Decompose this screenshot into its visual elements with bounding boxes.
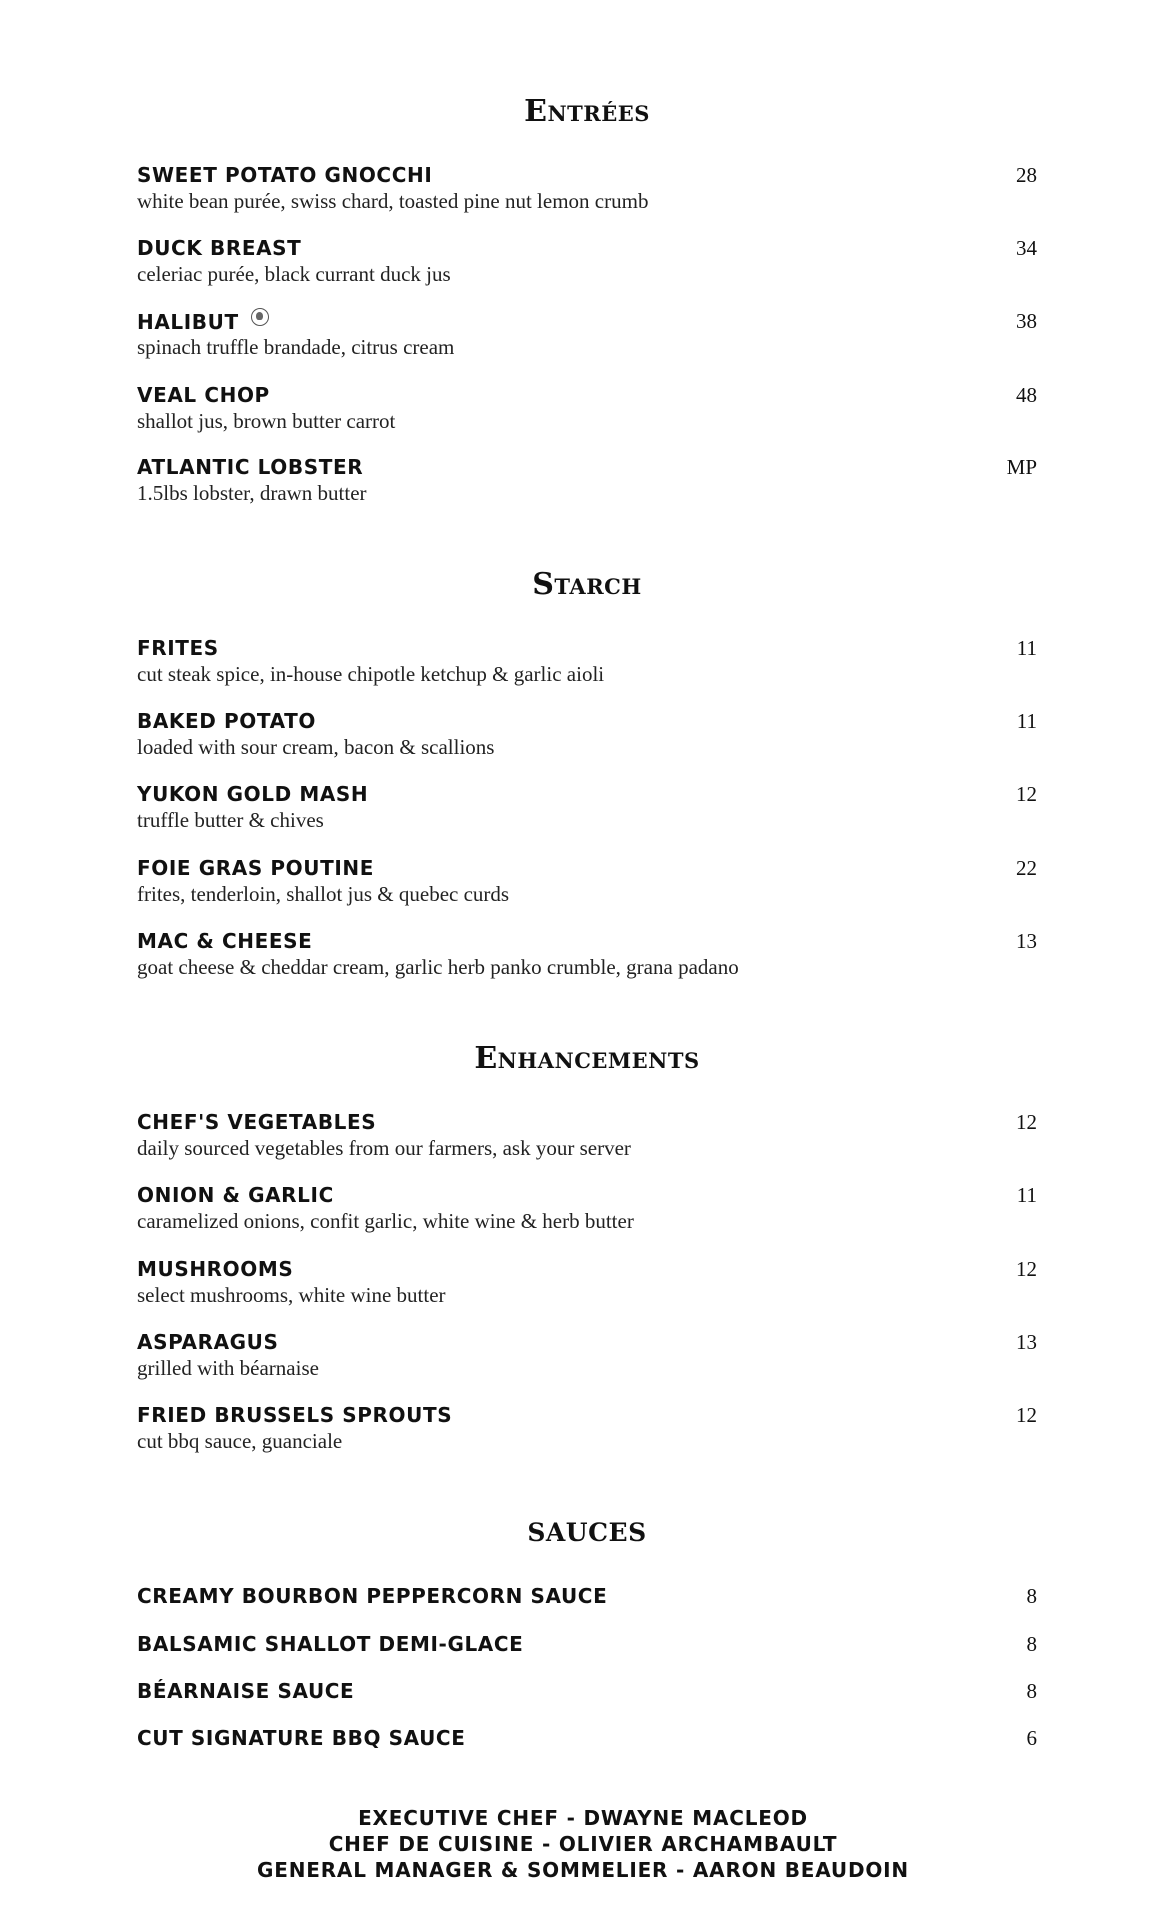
menu-item bbox=[137, 635, 1037, 687]
item-price: 22 bbox=[1016, 856, 1037, 880]
section-enhancements bbox=[137, 1039, 1037, 1079]
menu-item bbox=[137, 1402, 1037, 1454]
item-description: caramelized onions, confit garlic, white wine & herb butter bbox=[137, 1209, 634, 1233]
item-price: 8 bbox=[1026, 1679, 1037, 1703]
item-name: YUKON GOLD MASH bbox=[137, 782, 369, 806]
menu-item bbox=[137, 781, 1037, 833]
item-description: daily sourced vegetables from our farmers, ask your server bbox=[137, 1136, 631, 1160]
item-name: MUSHROOMS bbox=[137, 1257, 294, 1281]
menu-item bbox=[137, 1725, 1037, 1751]
item-price: 11 bbox=[1016, 1183, 1037, 1207]
general-manager-credit: GENERAL MANAGER & SOMMELIER - AARON BEAUDOIN bbox=[257, 1858, 909, 1882]
menu-item bbox=[137, 454, 1037, 506]
section-title: Starch bbox=[532, 567, 642, 602]
item-price: 38 bbox=[1016, 309, 1037, 333]
item-price: 12 bbox=[1016, 782, 1037, 806]
item-name: DUCK BREAST bbox=[137, 236, 302, 260]
item-price: 12 bbox=[1016, 1110, 1037, 1134]
item-description: white bean purée, swiss chard, toasted pine nut lemon crumb bbox=[137, 189, 649, 213]
item-price: 8 bbox=[1026, 1632, 1037, 1656]
item-price: 12 bbox=[1016, 1257, 1037, 1281]
item-name: MAC & CHEESE bbox=[137, 929, 313, 953]
item-name: FOIE GRAS POUTINE bbox=[137, 856, 374, 880]
menu-item bbox=[137, 308, 1037, 360]
item-description: select mushrooms, white wine butter bbox=[137, 1283, 446, 1307]
item-description: cut bbq sauce, guanciale bbox=[137, 1429, 343, 1453]
item-description: goat cheese & cheddar cream, garlic herb panko crumble, grana padano bbox=[137, 955, 739, 979]
chef-de-cuisine-credit: CHEF DE CUISINE - OLIVIER ARCHAMBAULT bbox=[328, 1832, 838, 1856]
item-name: ASPARAGUS bbox=[137, 1330, 279, 1354]
menu-item bbox=[137, 708, 1037, 760]
item-description: grilled with béarnaise bbox=[137, 1356, 319, 1380]
staff-credits bbox=[0, 1805, 1166, 1883]
menu-item bbox=[137, 1631, 1037, 1657]
menu-item bbox=[137, 235, 1037, 287]
menu-item bbox=[137, 1109, 1037, 1161]
section-entrees bbox=[137, 92, 1037, 132]
item-price: 13 bbox=[1016, 929, 1037, 953]
menu-item bbox=[137, 855, 1037, 907]
item-name: ATLANTIC LOBSTER bbox=[137, 455, 364, 479]
section-title: SAUCES bbox=[527, 1518, 647, 1547]
item-description: frites, tenderloin, shallot jus & quebec curds bbox=[137, 882, 510, 906]
item-price: 34 bbox=[1016, 236, 1037, 260]
item-name: VEAL CHOP bbox=[137, 383, 270, 407]
item-name: BALSAMIC SHALLOT DEMI-GLACE bbox=[137, 1632, 524, 1656]
item-price: 12 bbox=[1016, 1403, 1037, 1427]
section-starch bbox=[137, 565, 1037, 605]
menu-item bbox=[137, 1182, 1037, 1234]
item-name: FRIED BRUSSELS SPROUTS bbox=[137, 1403, 453, 1427]
menu-item bbox=[137, 1678, 1037, 1704]
item-description: cut steak spice, in-house chipotle ketchup & garlic aioli bbox=[137, 662, 605, 686]
menu-item bbox=[137, 382, 1037, 434]
item-price: 28 bbox=[1016, 163, 1037, 187]
item-name: FRITES bbox=[137, 636, 219, 660]
menu-item bbox=[137, 1329, 1037, 1381]
item-price: MP bbox=[1006, 455, 1037, 479]
item-price: 48 bbox=[1016, 383, 1037, 407]
item-price: 11 bbox=[1016, 636, 1037, 660]
item-description: spinach truffle brandade, citrus cream bbox=[137, 335, 455, 359]
item-name: CHEF'S VEGETABLES bbox=[137, 1110, 377, 1134]
item-description: loaded with sour cream, bacon & scallions bbox=[137, 735, 495, 759]
item-description: shallot jus, brown butter carrot bbox=[137, 409, 396, 433]
menu-item bbox=[137, 1583, 1037, 1609]
section-title: Entrées bbox=[524, 94, 650, 129]
item-price: 11 bbox=[1016, 709, 1037, 733]
menu-item bbox=[137, 928, 1037, 980]
item-name: ONION & GARLIC bbox=[137, 1183, 334, 1207]
item-price: 13 bbox=[1016, 1330, 1037, 1354]
menu-item bbox=[137, 162, 1037, 214]
item-price: 8 bbox=[1026, 1584, 1037, 1608]
executive-chef-credit: EXECUTIVE CHEF - DWAYNE MACLEOD bbox=[358, 1806, 808, 1830]
section-title: Enhancements bbox=[474, 1041, 700, 1076]
item-name: BAKED POTATO bbox=[137, 709, 316, 733]
ocean-wise-icon bbox=[251, 308, 269, 326]
item-name: CREAMY BOURBON PEPPERCORN SAUCE bbox=[137, 1584, 608, 1608]
item-description: truffle butter & chives bbox=[137, 808, 324, 832]
item-description: 1.5lbs lobster, drawn butter bbox=[137, 481, 367, 505]
item-name: CUT SIGNATURE BBQ SAUCE bbox=[137, 1726, 466, 1750]
item-name: SWEET POTATO GNOCCHI bbox=[137, 163, 433, 187]
item-description: celeriac purée, black currant duck jus bbox=[137, 262, 451, 286]
item-name: HALIBUT bbox=[137, 310, 239, 334]
item-price: 6 bbox=[1026, 1726, 1037, 1750]
section-sauces bbox=[137, 1513, 1037, 1553]
menu-item bbox=[137, 1256, 1037, 1308]
item-name: BÉARNAISE SAUCE bbox=[137, 1679, 355, 1703]
